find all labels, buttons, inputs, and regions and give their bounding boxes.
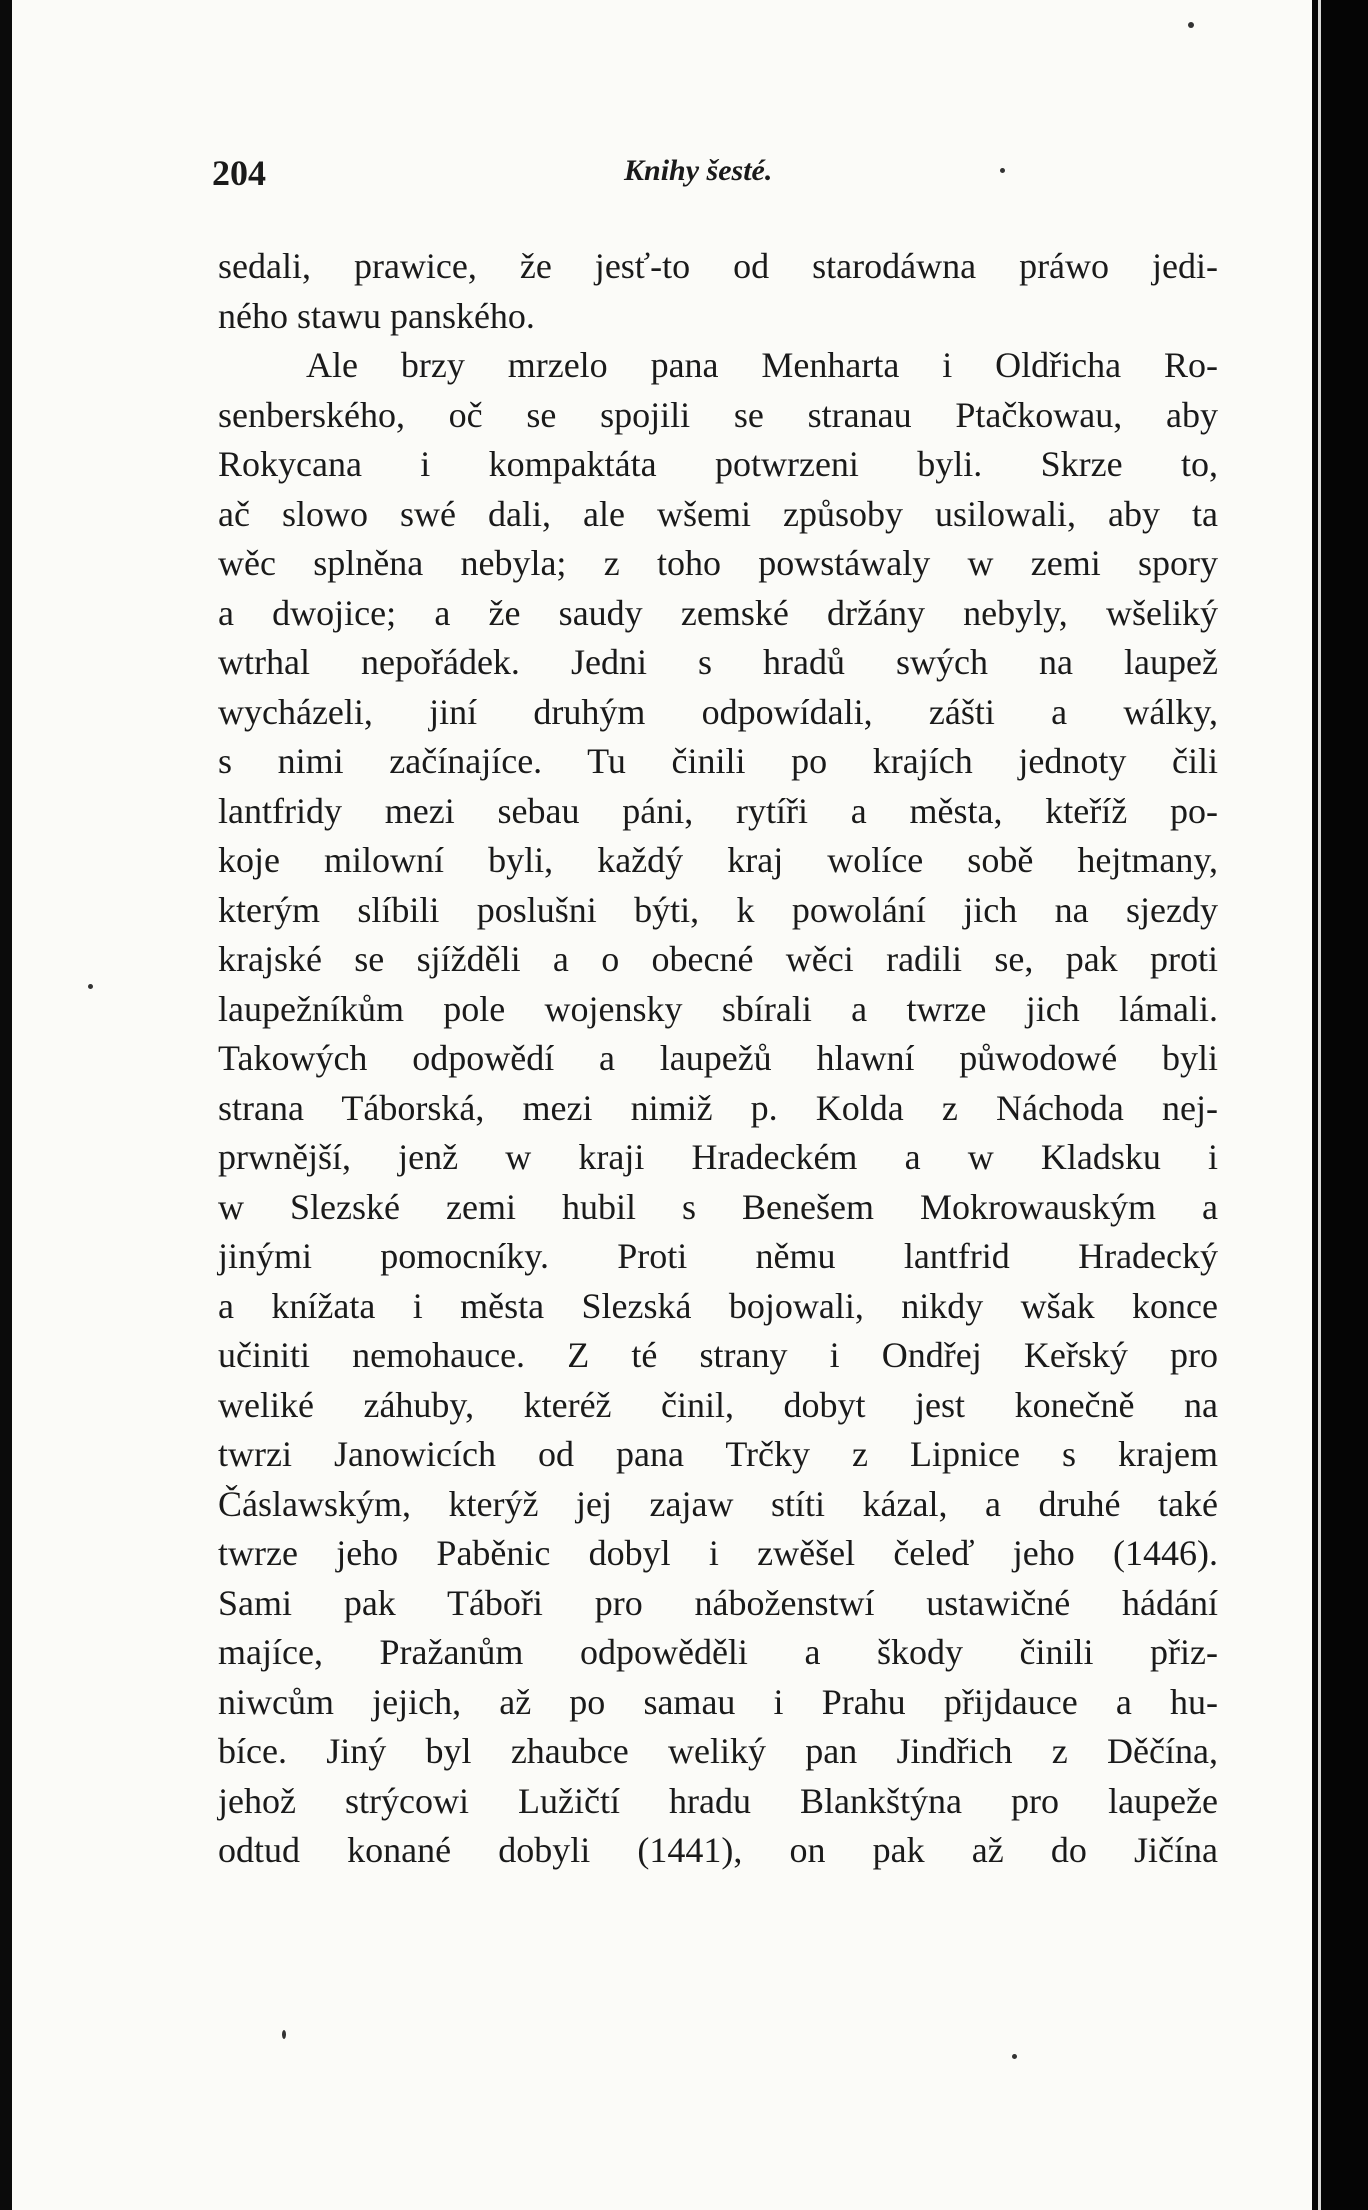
text-line: wěc splněna nebyla; z toho powstáwaly w zemi spory — [218, 543, 1218, 583]
text-line: bíce. Jiný byl zhaubce weliký pan Jindřich z Děčína, — [218, 1731, 1218, 1771]
text-line: kterým slíbili poslušni býti, k powolání jich na sjezdy — [218, 889, 1218, 930]
text-line: majíce, Pražanům odpowěděli a škody činili přiz- — [218, 1632, 1218, 1672]
body-text — [218, 242, 1218, 1876]
text-line: prwnější, jenž w kraji Hradeckém a w Kladsku i — [218, 1137, 1218, 1177]
text-line: laupežníkům pole wojensky sbírali a twrze jich lámali. — [218, 988, 1218, 1029]
page-edge-line — [1318, 0, 1321, 2210]
text-line: Čáslawským, kterýž jej zajaw stíti kázal, a druhé také — [218, 1483, 1218, 1524]
text-line: Ale brzy mrzelo pana Menharta i Oldřicha Ro- — [306, 345, 1218, 385]
text-line: sedali, prawice, že jesť-to od starodáwna práwo jedi- — [218, 246, 1218, 286]
text-line: senberského, oč se spojili se stranau Ptačkowau, aby — [218, 394, 1218, 435]
text-line: koje milowní byli, každý kraj wolíce sobě hejtmany, — [218, 840, 1218, 880]
text-line: jehož strýcowi Lužičtí hradu Blankštýna pro laupeže — [218, 1780, 1218, 1821]
text-line: strana Táborská, mezi nimiž p. Kolda z Náchoda nej- — [218, 1087, 1218, 1128]
text-line: Takowých odpowědí a laupežů hlawní půwodowé byli — [218, 1038, 1218, 1078]
page-number: 204 — [212, 153, 266, 193]
text-line: lantfridy mezi sebau páni, rytíři a města, kteříž po- — [218, 790, 1218, 831]
text-line: a dwojice; a že saudy zemské držány nebyly, wšeliký — [218, 592, 1218, 633]
scan-speck — [1012, 2054, 1017, 2059]
scan-speck — [1188, 22, 1194, 28]
text-line: w Slezské zemi hubil s Benešem Mokrowauským a — [218, 1186, 1218, 1227]
text-line: ač slowo swé dali, ale wšemi způsoby usilowali, aby ta — [218, 493, 1218, 534]
text-line: twrzi Janowicích od pana Trčky z Lipnice s krajem — [218, 1434, 1218, 1474]
text-line: wycházeli, jiní druhým odpowídali, zášti a wálky, — [218, 691, 1218, 732]
running-head: Knihy šesté. — [624, 154, 773, 187]
text-line: učiniti nemohauce. Z té strany i Ondřej Keřský pro — [218, 1335, 1218, 1375]
text-line: weliké záhuby, kteréž činil, dobyt jest konečně na — [218, 1384, 1218, 1425]
text-line: ného stawu panského. — [218, 295, 535, 336]
text-line: odtud konané dobyli (1441), on pak až do Jičína — [218, 1830, 1218, 1870]
text-line: a knížata i města Slezská bojowali, nikdy wšak konce — [218, 1285, 1218, 1326]
text-line: wtrhal nepořádek. Jedni s hradů swých na laupež — [218, 642, 1218, 682]
page-header — [212, 152, 1202, 212]
scan-speck — [88, 984, 93, 989]
text-line: jinými pomocníky. Proti němu lantfrid Hradecký — [218, 1236, 1218, 1276]
text-line: Rokycana i kompaktáta potwrzeni byli. Skrze to, — [218, 444, 1218, 484]
text-line: niwcům jejich, až po samau i Prahu přijdauce a hu- — [218, 1681, 1218, 1722]
text-line: twrze jeho Paběnic dobyl i zwěšel čeleď jeho (1446). — [218, 1533, 1218, 1573]
text-line: Sami pak Táboři pro náboženstwí ustawičné hádání — [218, 1582, 1218, 1623]
text-line: s nimi začínajíce. Tu činili po krajích jednoty čili — [218, 741, 1218, 781]
scan-speck — [282, 2030, 286, 2039]
text-line: krajské se sjížděli a o obecné wěci radili se, pak proti — [218, 939, 1218, 979]
